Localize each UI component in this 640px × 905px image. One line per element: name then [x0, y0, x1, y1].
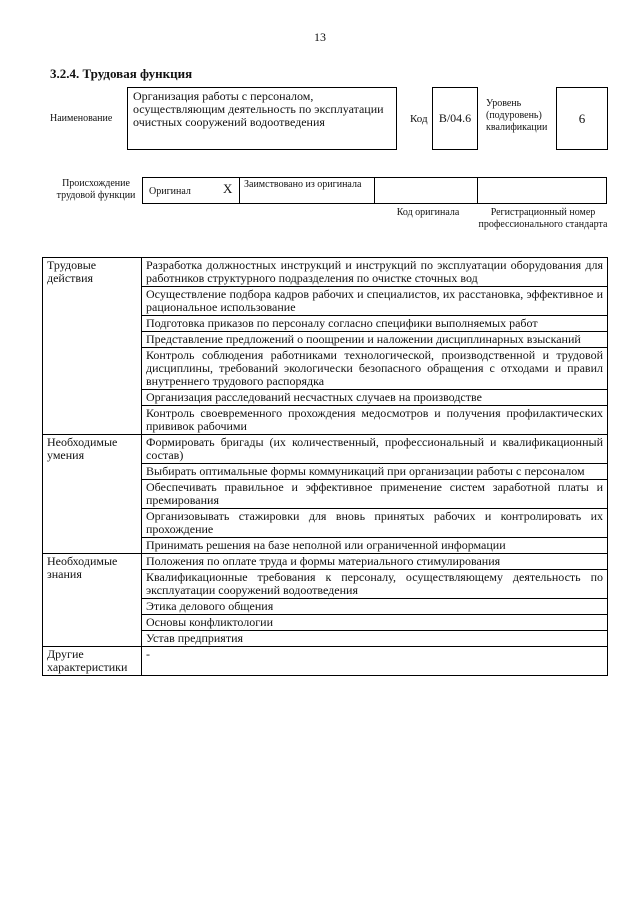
category-cell: Другие характеристики [43, 647, 142, 676]
origin-borrowed-cell [240, 178, 375, 203]
category-cell: Необходимые умения [43, 435, 142, 554]
item-cell: Осуществление подбора кадров рабочих и специалистов, их расстановка, эффективное и рациональное использование [142, 287, 608, 316]
level-value-box: 6 [556, 87, 608, 150]
code-label: Код [410, 113, 428, 125]
code-value-box: B/04.6 [432, 87, 478, 150]
category-cell: Необходимые знания [43, 554, 142, 647]
level-label: Уровень (подуровень) квалификации [486, 98, 548, 133]
original-mark: X [223, 181, 233, 196]
item-cell: Основы конфликтологии [142, 615, 608, 631]
item-cell: Этика делового общения [142, 599, 608, 615]
item-cell: Разработка должностных инструкций и инструкций по эксплуатации оборудования для работников структурного подразделения по очистке сточных вод [142, 258, 608, 287]
item-cell: Подготовка приказов по персоналу согласно специфики выполняемых работ [142, 316, 608, 332]
item-cell: Организовывать стажировки для вновь принятых рабочих и контролировать их прохождение [142, 509, 608, 538]
function-details-table [42, 257, 608, 676]
name-label: Наименование [50, 113, 113, 124]
item-cell: Организация расследований несчастных случаев на производстве [142, 390, 608, 406]
origin-code-cell [375, 178, 478, 203]
origin-original-cell [143, 178, 240, 203]
page-number: 13 [314, 30, 326, 44]
item-cell: Контроль своевременного прохождения медосмотров и получения профилактических прививок рабочими [142, 406, 608, 435]
item-cell: - [142, 647, 608, 676]
item-cell: Контроль соблюдения работниками технологической, производственной и трудовой дисциплины, требований экологически безопасного обращения с отходами и правил внутреннего трудового распорядка [142, 348, 608, 390]
section-title: 3.2.4. Трудовая функция [50, 66, 193, 81]
category-cell: Трудовые действия [43, 258, 142, 435]
item-cell: Принимать решения на базе неполной или ограниченной информации [142, 538, 608, 554]
code-original-caption: Код оригинала [396, 207, 460, 218]
item-cell: Представление предложений о поощрении и наложении дисциплинарных взысканий [142, 332, 608, 348]
table-row [43, 435, 608, 464]
original-label: Оригинал [149, 186, 191, 197]
origin-row [142, 177, 607, 204]
table-row [43, 258, 608, 287]
origin-reg-number-cell [478, 178, 606, 203]
table-row [43, 647, 608, 676]
item-cell: Формировать бригады (их количественный, профессиональный и квалификационный состав) [142, 435, 608, 464]
table-row [43, 554, 608, 570]
origin-label: Происхождение трудовой функции [56, 178, 136, 201]
item-cell: Выбирать оптимальные формы коммуникаций при организации работы с персоналом [142, 464, 608, 480]
item-cell: Положения по оплате труда и формы материального стимулирования [142, 554, 608, 570]
borrowed-label: Заимствовано из оригинала [244, 179, 362, 190]
reg-number-caption: Регистрационный номер профессионального стандарта [478, 207, 608, 230]
function-name-box: Организация работы с персоналом, осуществляющим деятельность по эксплуатации очистных сооружений водоотведения [127, 87, 397, 150]
item-cell: Устав предприятия [142, 631, 608, 647]
item-cell: Обеспечивать правильное и эффективное применение систем заработной платы и премирования [142, 480, 608, 509]
item-cell: Квалификационные требования к персоналу, осуществляющему деятельность по эксплуатации сооружений водоотведения [142, 570, 608, 599]
